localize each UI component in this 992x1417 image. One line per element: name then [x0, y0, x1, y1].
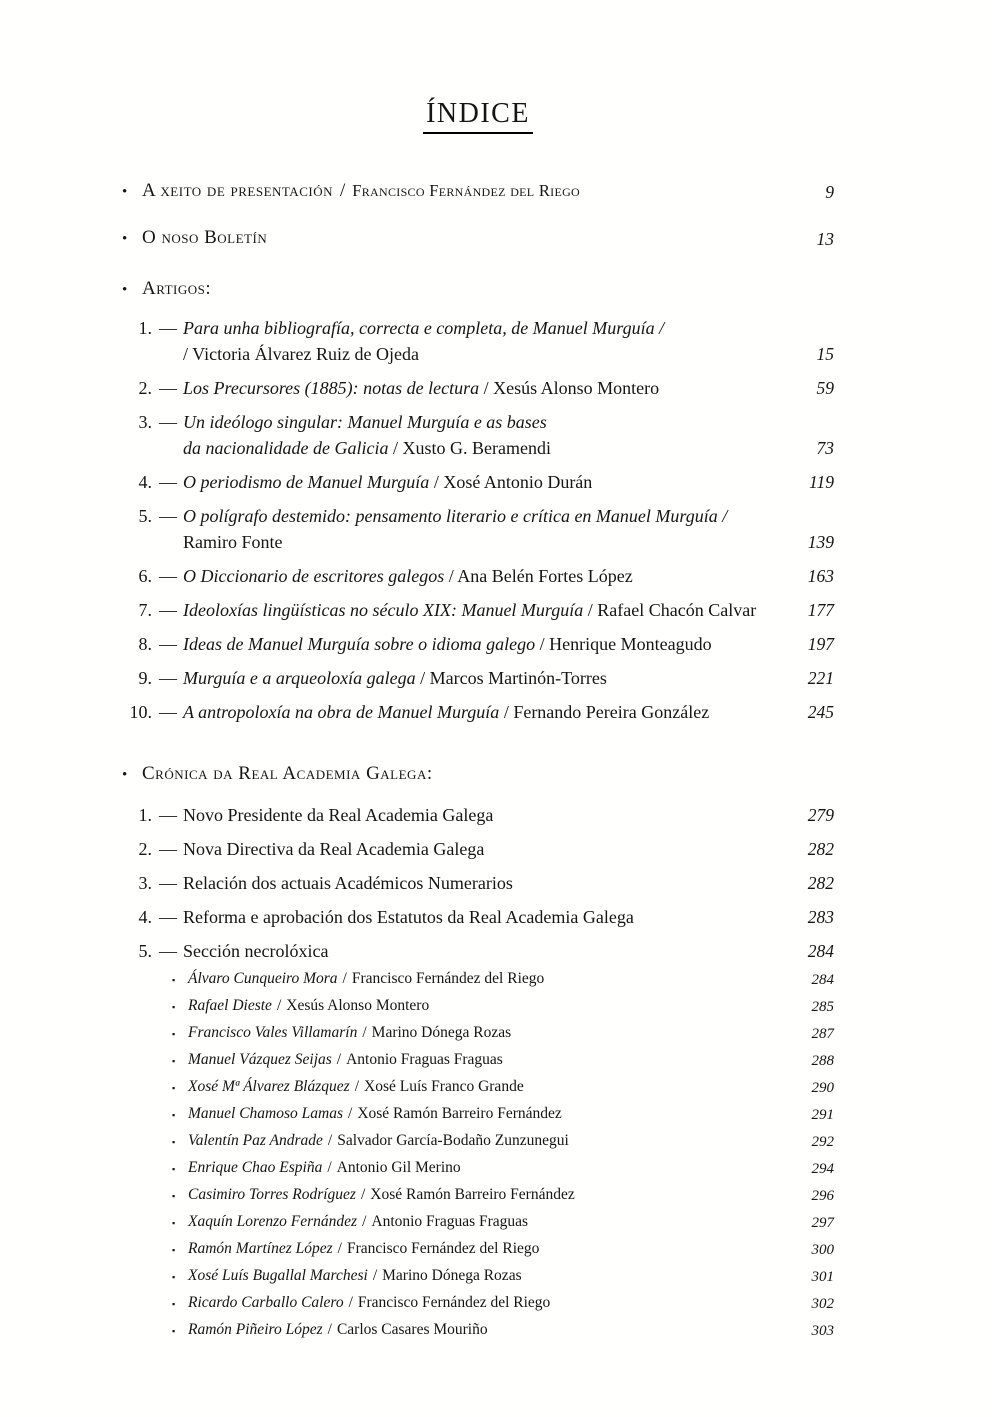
- toc-entry: [122, 802, 834, 828]
- entry-number: 5.: [138, 506, 152, 526]
- necro-name: Ramón Martínez López: [188, 1240, 333, 1257]
- bullet-icon: •: [122, 231, 128, 247]
- page-number: 163: [807, 566, 834, 586]
- necro-author: Antonio Gil Merino: [336, 1159, 461, 1176]
- toc-entry: [122, 870, 834, 896]
- page-number: 197: [807, 634, 834, 654]
- page-number: 282: [807, 839, 834, 859]
- toc-entry: [122, 836, 834, 862]
- entry-body: [183, 597, 800, 623]
- page-number: 284: [811, 972, 834, 988]
- page-number: 73: [816, 438, 834, 458]
- dash-separator: —: [159, 907, 177, 927]
- entry-body: [183, 665, 800, 691]
- necro-name: Ramón Piñeiro López: [188, 1321, 323, 1338]
- section-heading-cronica: [122, 761, 834, 788]
- necro-list-item: [172, 1020, 834, 1047]
- entry-number: 9.: [138, 668, 152, 688]
- necro-list-item: [172, 1263, 834, 1290]
- entry-number: 5.: [138, 941, 152, 961]
- entry-number: 4.: [138, 907, 152, 927]
- dash-separator: —: [159, 702, 177, 722]
- entry-body: [183, 503, 800, 555]
- necro-author: Carlos Casares Mouriño: [336, 1321, 488, 1338]
- entry-body: [183, 631, 800, 657]
- necro-author: Francisco Fernández del Riego: [351, 970, 545, 987]
- page-number: 283: [807, 907, 834, 927]
- page-number: 297: [811, 1215, 834, 1231]
- necro-list-item: [172, 1290, 834, 1317]
- section-heading-artigos: [122, 276, 834, 303]
- toc-entry: [122, 563, 834, 589]
- toc-entry: [122, 665, 834, 691]
- necro-author: Francisco Fernández del Riego: [357, 1294, 551, 1311]
- page-number: 301: [811, 1269, 834, 1285]
- page-number: 15: [816, 344, 834, 364]
- page-number: 13: [816, 229, 834, 249]
- toc-entry: [122, 904, 834, 930]
- page-number: 9: [825, 182, 834, 202]
- slash-separator: /: [372, 1267, 378, 1284]
- entry-body: [183, 563, 800, 589]
- entry-body: [183, 315, 809, 367]
- toc-entry: [122, 597, 834, 623]
- necro-name: Valentín Paz Andrade: [188, 1132, 323, 1149]
- necro-name: Manuel Vázquez Seijas: [188, 1051, 332, 1068]
- necro-author: Xosé Ramón Barreiro Fernández: [357, 1105, 562, 1122]
- necro-name: Rafael Dieste: [188, 997, 272, 1014]
- page-number: 279: [807, 805, 834, 825]
- necro-list-item: [172, 1209, 834, 1236]
- entry-title: A xeito de presentación: [142, 180, 333, 201]
- necro-author: Antonio Fraguas Fraguas: [346, 1051, 503, 1068]
- square-bullet-icon: ▪: [172, 1164, 176, 1174]
- page-title-text: ÍNDICE: [423, 98, 533, 134]
- necro-author: Xosé Luís Franco Grande: [364, 1078, 524, 1095]
- necro-author: Francisco Fernández del Riego: [346, 1240, 540, 1257]
- necro-list-item: [172, 1317, 834, 1344]
- page-number: 290: [811, 1080, 834, 1096]
- entry-title: Relación dos actuais Académicos Numerarios: [183, 873, 513, 893]
- dash-separator: —: [159, 566, 177, 586]
- dash-separator: —: [159, 412, 177, 432]
- square-bullet-icon: ▪: [172, 1245, 176, 1255]
- page-number: 245: [807, 702, 834, 722]
- entry-body: [183, 409, 809, 461]
- necro-author: Antonio Fraguas Fraguas: [371, 1213, 529, 1230]
- entry-title: Para unha bibliografía, correcta e completa, de Manuel Murguía /: [183, 318, 665, 338]
- necro-name: Enrique Chao Espiña: [188, 1159, 323, 1176]
- square-bullet-icon: ▪: [172, 1083, 176, 1093]
- slash-separator: /: [354, 1078, 359, 1095]
- square-bullet-icon: ▪: [172, 1191, 176, 1201]
- page-number: 291: [811, 1107, 834, 1123]
- square-bullet-icon: ▪: [172, 1029, 176, 1039]
- page-number: 287: [811, 1026, 834, 1042]
- page-number: 177: [807, 600, 834, 620]
- entry-author: / Ana Belén Fortes López: [444, 566, 633, 586]
- dash-separator: —: [159, 839, 177, 859]
- necro-author: Marino Dónega Rozas: [371, 1024, 512, 1041]
- entry-title: O periodismo de Manuel Murguía: [183, 472, 430, 492]
- entry-author: / Fernando Pereira González: [499, 702, 710, 722]
- slash-separator: /: [339, 180, 346, 201]
- entry-body: [183, 904, 800, 930]
- slash-separator: /: [362, 1213, 367, 1230]
- dash-separator: —: [159, 378, 177, 398]
- section-heading-label: Crónica da Real Academia Galega:: [142, 763, 433, 784]
- entry-author: / Xosé Antonio Durán: [429, 472, 593, 492]
- toc-entry: [122, 409, 834, 461]
- entry-title: Sección necrolóxica: [183, 941, 329, 961]
- entry-body: [183, 938, 800, 964]
- bullet-icon: •: [122, 767, 128, 783]
- entry-number: 4.: [138, 472, 152, 492]
- slash-separator: /: [348, 1294, 353, 1311]
- dash-separator: —: [159, 634, 177, 654]
- entry-body: [183, 870, 800, 896]
- entry-title: O Diccionario de escritores galegos: [183, 566, 445, 586]
- toc-entry-boletin: [122, 225, 834, 252]
- page-number: 303: [811, 1323, 834, 1339]
- square-bullet-icon: ▪: [172, 1056, 176, 1066]
- toc-entry: [122, 699, 834, 725]
- entry-author: / Victoria Álvarez Ruiz de Ojeda: [183, 344, 419, 364]
- necro-name: Xaquín Lorenzo Fernández: [188, 1213, 358, 1230]
- entry-title: Murguía e a arqueoloxía galega: [183, 668, 416, 688]
- entry-title: Nova Directiva da Real Academia Galega: [183, 839, 485, 859]
- entry-title: Los Precursores (1885): notas de lectura: [183, 378, 480, 398]
- necro-list-item: [172, 993, 834, 1020]
- entry-number: 7.: [138, 600, 152, 620]
- dash-separator: —: [159, 873, 177, 893]
- entry-number: 3.: [138, 412, 152, 432]
- square-bullet-icon: ▪: [172, 1137, 176, 1147]
- necro-list-item: [172, 966, 834, 993]
- necro-author: Salvador García-Bodaño Zunzunegui: [337, 1132, 569, 1149]
- square-bullet-icon: ▪: [172, 1299, 176, 1309]
- entry-title: O noso Boletín: [142, 227, 268, 248]
- square-bullet-icon: ▪: [172, 1326, 176, 1336]
- page-number: 296: [811, 1188, 834, 1204]
- page-number: 221: [807, 668, 834, 688]
- square-bullet-icon: ▪: [172, 1272, 176, 1282]
- slash-separator: /: [348, 1105, 353, 1122]
- slash-separator: /: [360, 1186, 366, 1203]
- entry-number: 10.: [129, 702, 152, 722]
- toc-entry: [122, 315, 834, 367]
- entry-number: 3.: [138, 873, 152, 893]
- entry-title: Ideoloxías lingüísticas no século XIX: Manuel Murguía: [183, 600, 584, 620]
- necro-list-item: [172, 1182, 834, 1209]
- necro-name: Álvaro Cunqueiro Mora: [188, 970, 338, 987]
- entry-title: Reforma e aprobación dos Estatutos da Real Academia Galega: [183, 907, 634, 927]
- entry-number: 2.: [138, 378, 152, 398]
- toc-entry: [122, 375, 834, 401]
- slash-separator: /: [362, 1024, 367, 1041]
- entry-number: 2.: [138, 839, 152, 859]
- dash-separator: —: [159, 668, 177, 688]
- page-number: 292: [811, 1134, 834, 1150]
- page-number: 294: [811, 1161, 834, 1177]
- entry-number: 1.: [138, 805, 152, 825]
- necro-author: Marino Dónega Rozas: [382, 1267, 522, 1284]
- entry-author: / Marcos Martinón-Torres: [415, 668, 607, 688]
- slash-separator: /: [276, 997, 282, 1014]
- page-number: 119: [809, 472, 834, 492]
- slash-separator: /: [327, 1132, 333, 1149]
- page-number: 284: [807, 941, 834, 961]
- entry-title: Ideas de Manuel Murguía sobre o idioma galego: [183, 634, 536, 654]
- dash-separator: —: [159, 600, 177, 620]
- section-heading-label: Artigos:: [142, 278, 212, 299]
- toc-entry: [122, 631, 834, 657]
- dash-separator: —: [159, 805, 177, 825]
- slash-separator: /: [336, 1051, 342, 1068]
- necro-list-item: [172, 1047, 834, 1074]
- entry-body: [183, 469, 801, 495]
- entry-number: 8.: [138, 634, 152, 654]
- page-number: 302: [811, 1296, 834, 1312]
- entry-author: Ramiro Fonte: [183, 532, 283, 552]
- necro-name: Francisco Vales Villamarín: [188, 1024, 358, 1041]
- slash-separator: /: [327, 1321, 332, 1338]
- dash-separator: —: [159, 318, 177, 338]
- dash-separator: —: [159, 941, 177, 961]
- entry-body: [183, 836, 800, 862]
- entry-author: / Xesús Alonso Montero: [479, 378, 660, 398]
- dash-separator: —: [159, 472, 177, 492]
- entry-title: da nacionalidade de Galicia: [183, 438, 389, 458]
- entry-body: [183, 802, 800, 828]
- entry-number: 6.: [138, 566, 152, 586]
- entry-title: Un ideólogo singular: Manuel Murguía e as bases: [183, 412, 547, 432]
- square-bullet-icon: ▪: [172, 1218, 176, 1228]
- entry-author: / Henrique Monteagudo: [535, 634, 712, 654]
- entry-author: Francisco Fernández del Riego: [352, 181, 581, 200]
- page-number: 59: [816, 378, 834, 398]
- page-number: 288: [811, 1053, 834, 1069]
- necro-name: Xosé Luís Bugallal Marchesi: [188, 1267, 368, 1284]
- entry-number: 1.: [138, 318, 152, 338]
- dash-separator: —: [159, 506, 177, 526]
- entry-author: / Rafael Chacón Calvar: [583, 600, 757, 620]
- slash-separator: /: [327, 1159, 332, 1176]
- toc-entry: [122, 503, 834, 555]
- square-bullet-icon: ▪: [172, 1110, 176, 1120]
- necro-name: Ricardo Carballo Calero: [188, 1294, 344, 1311]
- slash-separator: /: [342, 970, 347, 987]
- entry-title: O polígrafo destemido: pensamento literario e crítica en Manuel Murguía /: [183, 506, 728, 526]
- bullet-icon: •: [122, 282, 128, 298]
- toc-entry: [122, 938, 834, 964]
- square-bullet-icon: ▪: [172, 975, 176, 985]
- entry-author: / Xusto G. Beramendi: [388, 438, 551, 458]
- entry-title: A antropoloxía na obra de Manuel Murguía: [183, 702, 500, 722]
- page-number: 285: [811, 999, 834, 1015]
- necro-list-item: [172, 1101, 834, 1128]
- necroloxica-list: [172, 966, 834, 1344]
- necro-list-item: [172, 1236, 834, 1263]
- toc-entry-presentacion: [122, 178, 834, 205]
- page-number: 300: [811, 1242, 834, 1258]
- necro-name: Xosé Mª Álvarez Blázquez: [188, 1078, 350, 1095]
- toc-entry: [122, 469, 834, 495]
- bullet-icon: •: [122, 184, 128, 200]
- entry-title: Novo Presidente da Real Academia Galega: [183, 805, 494, 825]
- necro-list-item: [172, 1155, 834, 1182]
- square-bullet-icon: ▪: [172, 1002, 176, 1012]
- necro-author: Xosé Ramón Barreiro Fernández: [370, 1186, 575, 1203]
- toc-content: [122, 98, 834, 1346]
- slash-separator: /: [337, 1240, 342, 1257]
- page-number: 139: [807, 532, 834, 552]
- page-title: [122, 98, 834, 134]
- necro-author: Xesús Alonso Montero: [286, 997, 430, 1014]
- necro-list-item: [172, 1074, 834, 1101]
- necro-name: Manuel Chamoso Lamas: [188, 1105, 344, 1122]
- necro-name: Casimiro Torres Rodríguez: [188, 1186, 356, 1203]
- necro-list-item: [172, 1128, 834, 1155]
- entry-body: [183, 699, 800, 725]
- entry-body: [183, 375, 809, 401]
- page-number: 282: [807, 873, 834, 893]
